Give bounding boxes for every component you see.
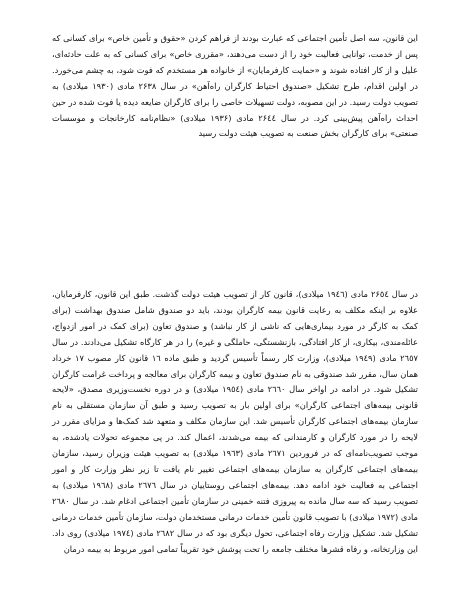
paragraph-2: در سال ۲۶٥٤ مادی (۱۹٤٦ میلادی)، قانون کار از تصویب هیئت دولت گذشت. طبق این قانون، کارفرمایان، علاوه بر اینکه مکلف به رعایت قانون بیمه کارگران بودند، باید دو صندوق شامل صندوق بهداشت (برای کمک به کارگر در مورد بیماری‌هایی که ناشی از کار نباشد) و صندوق تعاون (برای کمک در امور ازدواج، عائله‌مندی، بیکاری، از کار افتادگی، بازنشستگی، حاملگی و غیره) را در هر کارگاه تشکیل می‌دادند. در سال ۲٦٥۷ مادی (۱۹٤۹ میلادی)، وزارت کار رسماً تأسیس گردید و طبق ماده ۱٦ قانون کار مصوب ۱۷ خرداد همان سال، مقرر شد صندوقی به نام صندوق تعاون و بیمه کارگران برای معالجه و پرداخت غرامت کارگران تشکیل شود. در ادامه در اواخر سال ۲٦٦۰ مادی (۱۹٥٤ میلادی) و در دوره نخست‌وزیری مصدق، «لایحه قانونی بیمه‌های اجتماعی کارگران» برای اولین بار به تصویب رسید و طبق آن سازمان مستقلی به نام سازمان بیمه‌های اجتماعی کارگران تأسیس شد. این سازمان مکلف و متعهد شد کمک‌ها و مزایای مقرر در لایحه را در مورد کارگران و کارمندانی که بیمه می‌شدند، اعمال کند. در پی مجموعه تحولات یادشده، به موجب تصویب‌نامه‌ای که در فروردین ۲٦۷۱ مادی (۱۹٦۳ میلادی) به تصویب هیئت وزیران رسید، سازمان بیمه‌های اجتماعی کارگران به سازمان بیمه‌های اجتماعی تغییر نام یافت تا زیر نظر وزارت کار و امور اجتماعی به فعالیت خود ادامه دهد. بیمه‌های اجتماعی روستاییان در سال ۲٦۷٦ مادی (۱۹٦۸ میلادی) به تصویب رسید که سه سال مانده به پیروزی فتنه خمینی در سازمان تأمین اجتماعی ادغام شد. در سال ۲٦۸۰ مادی (۱۹۷۲ میلادی) با تصویب قانون تأمین خدمات درمانی مستخدمان دولت، سازمان تأمین خدمات درمانی تشکیل شد. تشکیل وزارت رفاه اجتماعی، تحول دیگری بود که در سال ۲٦۸۲ مادی (۱۹۷٤ میلادی) روی داد. این وزارتخانه، و رفاه قشرها مختلف جامعه را تحت پوشش خود تقریباً تمامی امور مربوط به بیمه درمان xyxy=(51,289,419,554)
paragraph-1: این قانون، سه اصل تأمین اجتماعی که عبارت بودند از فراهم کردن «حقوق و تأمین خاص» برای کسانی که پس از خدمت، توانایی فعالیت خود را از دست می‌دهند، «مقرری خاص» برای کسانی که به علت حادثه‌ای، علیل و از کار افتاده شوند و «حمایت کارفرمایان» از خانواده هر مستخدم که فوت شود، به چشم می‌خورد. در اولین اقدام، طرح تشکیل «صندوق احتیاط کارگران راه‌آهن» در سال ۲۶۳۸ مادی (۱۹۳۰ میلادی) به تصویب دولت رسید. در این مصوبه، دولت تسهیلات خاصی را برای کارگران ضایعه دیده یا فوت شده در حین احداث راه‌آهن پیش‌بینی کرد. در سال ۲۶٤٤ مادی (۱۹۳۶ میلادی) «نظام‌نامه کارخانجات و موسسات صنعتی» برای کارگران بخش صنعت به تصویب هیئت دولت رسید xyxy=(52,33,418,139)
